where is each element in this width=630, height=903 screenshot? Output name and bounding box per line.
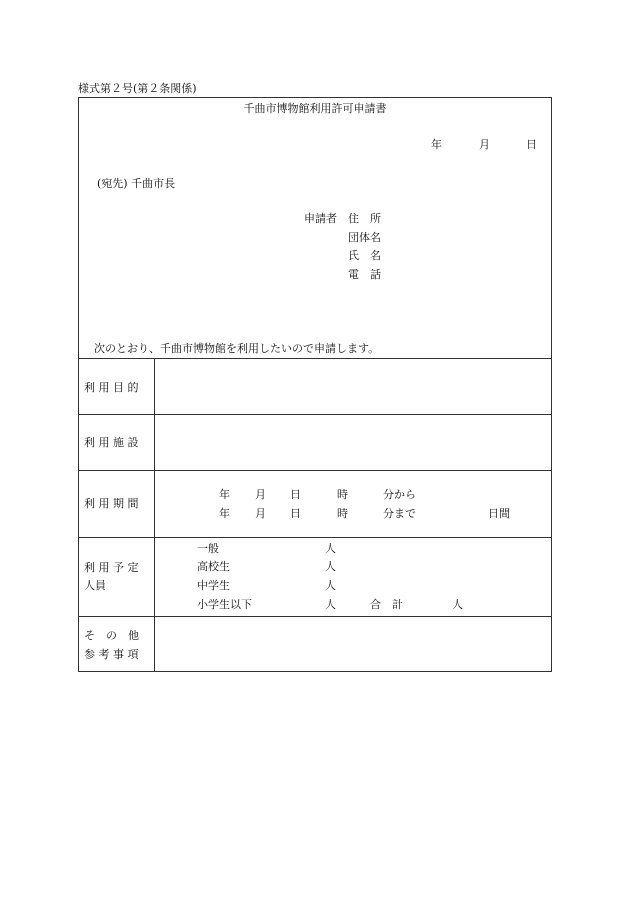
period-from-year: 年 — [219, 488, 230, 501]
planned-label-line1: 利 用 予 定 — [84, 561, 139, 574]
other-label-line2: 参 考 事 項 — [84, 648, 139, 661]
application-statement: 次のとおり、千曲市博物館を利用したいので申請します。 — [94, 342, 380, 355]
date-year: 年 — [431, 138, 442, 151]
row-divider — [78, 414, 552, 415]
other-label-line1: そ の 他 — [84, 629, 139, 642]
applicant-address-label: 住 所 — [348, 212, 381, 225]
planned-category: 一般 — [197, 542, 219, 555]
planned-unit: 人 — [325, 560, 336, 573]
period-from-month: 月 — [255, 488, 266, 501]
applicant-name-label: 氏 名 — [348, 249, 381, 262]
period-to-day: 日 — [290, 507, 301, 520]
planned-label-line2: 人員 — [84, 579, 106, 592]
period-to-month: 月 — [255, 507, 266, 520]
planned-category: 小学生以下 — [197, 598, 252, 611]
form-number: 様式第２号(第２条関係) — [78, 82, 197, 95]
form-title: 千曲市博物館利用許可申請書 — [243, 102, 387, 115]
row-divider — [78, 358, 552, 359]
date-month: 月 — [479, 138, 490, 151]
purpose-label: 利 用 目 的 — [84, 381, 139, 394]
facility-label: 利 用 施 設 — [84, 436, 139, 449]
period-to-minute: 分まで — [383, 507, 416, 520]
period-from-minute: 分から — [383, 488, 416, 501]
planned-unit: 人 — [325, 542, 336, 555]
applicant-heading: 申請者 — [304, 212, 337, 225]
planned-category: 中学生 — [197, 579, 230, 592]
row-divider — [78, 537, 552, 538]
period-from-day: 日 — [290, 488, 301, 501]
period-to-hour: 時 — [337, 507, 348, 520]
column-divider — [154, 358, 155, 672]
period-label: 利 用 期 間 — [84, 497, 139, 510]
planned-category: 高校生 — [197, 560, 230, 573]
period-from-hour: 時 — [337, 488, 348, 501]
applicant-phone-label: 電 話 — [348, 268, 381, 281]
planned-unit: 人 — [325, 598, 336, 611]
addressee: (宛先) 千曲市長 — [97, 177, 176, 190]
planned-total-unit: 人 — [452, 598, 463, 611]
period-days: 日間 — [488, 507, 510, 520]
planned-total-label: 合 計 — [370, 598, 403, 611]
period-to-year: 年 — [219, 507, 230, 520]
applicant-group-label: 団体名 — [348, 231, 381, 244]
planned-unit: 人 — [325, 579, 336, 592]
row-divider — [78, 470, 552, 471]
row-divider — [78, 616, 552, 617]
date-day: 日 — [526, 138, 537, 151]
